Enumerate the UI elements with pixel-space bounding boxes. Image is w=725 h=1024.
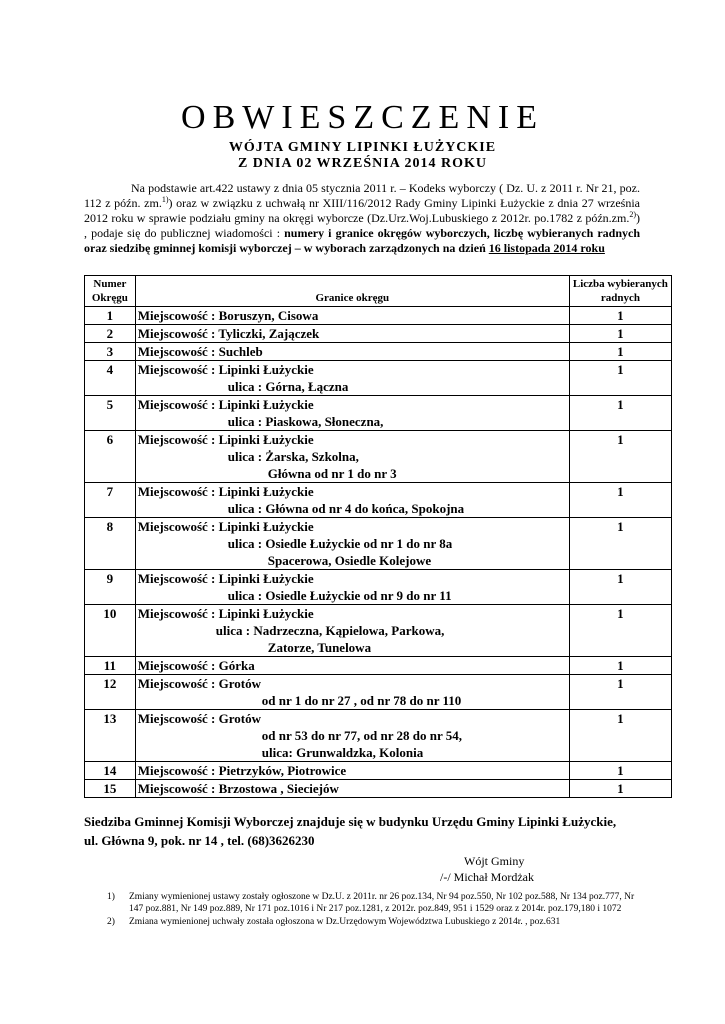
table-row xyxy=(85,361,672,396)
district-borders xyxy=(135,675,569,710)
footnotes xyxy=(107,891,637,929)
district-number: 11 xyxy=(85,657,136,675)
councillors-count: 1 xyxy=(569,605,671,657)
district-locality: Miejscowość : Suchleb xyxy=(137,344,263,359)
table-row xyxy=(85,325,672,343)
footnote-ref-1: 1) xyxy=(161,195,169,204)
footnote-1 xyxy=(107,891,637,915)
councillors-count: 1 xyxy=(569,570,671,605)
councillors-count: 1 xyxy=(569,361,671,396)
district-locality: Miejscowość : Lipinki Łużyckie xyxy=(137,432,314,447)
district-number: 13 xyxy=(85,710,136,762)
column-header-borders: Granice okręgu xyxy=(135,276,569,307)
district-borders xyxy=(135,657,569,675)
district-borders xyxy=(135,762,569,780)
table-row xyxy=(85,483,672,518)
district-streets: ulica : Osiedle Łużyckie od nr 1 do nr 8a xyxy=(227,536,453,551)
district-streets-continued: Zatorze, Tunelowa xyxy=(267,640,372,655)
intro-paragraph xyxy=(84,181,640,256)
election-date: 16 listopada 2014 roku xyxy=(488,241,605,255)
seat-line-1: Siedziba Gminnej Komisji Wyborczej znajduje się w budynku Urzędu Gminy Lipinki Łużyckie, xyxy=(84,814,617,829)
table-row xyxy=(85,570,672,605)
district-number: 12 xyxy=(85,675,136,710)
councillors-count: 1 xyxy=(569,307,671,325)
district-streets: od nr 1 do nr 27 , od nr 78 do nr 110 xyxy=(261,693,462,708)
date-line: Z DNIA 02 WRZEŚNIA 2014 ROKU xyxy=(237,156,488,171)
district-streets-continued: ulica: Grunwaldzka, Kolonia xyxy=(261,745,424,760)
district-number: 2 xyxy=(85,325,136,343)
district-streets: ulica : Górna, Łączna xyxy=(227,379,349,394)
signature-name: /-/ Michał Mordżak xyxy=(440,870,534,884)
councillors-count: 1 xyxy=(569,762,671,780)
table-row xyxy=(85,307,672,325)
district-borders xyxy=(135,780,569,798)
district-number: 14 xyxy=(85,762,136,780)
district-locality: Miejscowość : Pietrzyków, Piotrowice xyxy=(137,763,347,778)
table-row xyxy=(85,518,672,570)
district-number: 9 xyxy=(85,570,136,605)
table-row xyxy=(85,605,672,657)
table-row xyxy=(85,762,672,780)
district-number: 3 xyxy=(85,343,136,361)
district-borders xyxy=(135,570,569,605)
footnote-number: 1) xyxy=(107,892,115,902)
footnote-text: Zmiany wymienionej ustawy zostały ogłoszone w Dz.U. z 2011r. nr 26 poz.134, Nr 94 poz.550, Nr 102 poz.588, Nr 134 poz.777, Nr 147 poz.881, Nr 149 poz.889, Nr 171 poz.1016 i Nr 217 poz.1281, z 2012r. poz.849, 951 i 1529 oraz z 2014r. poz.179,180 i 1072 xyxy=(129,892,635,914)
district-number: 6 xyxy=(85,431,136,483)
councillors-count: 1 xyxy=(569,343,671,361)
district-borders xyxy=(135,483,569,518)
district-borders xyxy=(135,518,569,570)
district-locality: Miejscowość : Lipinki Łużyckie xyxy=(137,571,314,586)
footnote-2 xyxy=(107,916,637,928)
signature-title: Wójt Gminy xyxy=(464,854,525,868)
table-row xyxy=(85,675,672,710)
district-locality: Miejscowość : Lipinki Łużyckie xyxy=(137,397,314,412)
districts-table xyxy=(84,275,672,798)
document-title: OBWIESZCZENIE xyxy=(181,99,544,136)
councillors-count: 1 xyxy=(569,396,671,431)
district-locality: Miejscowość : Grotów xyxy=(137,711,262,726)
district-number: 15 xyxy=(85,780,136,798)
district-locality: Miejscowość : Lipinki Łużyckie xyxy=(137,606,314,621)
table-header-row xyxy=(85,276,672,307)
district-streets-continued: Główna od nr 1 do nr 3 xyxy=(267,466,397,481)
district-locality: Miejscowość : Górka xyxy=(137,658,255,673)
footnote-number: 2) xyxy=(107,917,115,927)
district-number: 8 xyxy=(85,518,136,570)
councillors-count: 1 xyxy=(569,431,671,483)
district-locality: Miejscowość : Lipinki Łużyckie xyxy=(137,484,314,499)
district-streets: ulica : Główna od nr 4 do końca, Spokojna xyxy=(227,501,465,516)
signature-block xyxy=(440,853,640,885)
councillors-count: 1 xyxy=(569,780,671,798)
district-number: 4 xyxy=(85,361,136,396)
district-number: 10 xyxy=(85,605,136,657)
district-streets-continued: Spacerowa, Osiedle Kolejowe xyxy=(267,553,432,568)
district-locality: Miejscowość : Grotów xyxy=(137,676,262,691)
districts-table-body xyxy=(85,307,672,798)
intro-bold-text: numery i granice okręgów wyborczych, liczbę wybieranych radnych oraz siedzibę gminnej komisji wyborczej – w wyborach zarządzonych na dzień xyxy=(84,226,640,255)
table-row xyxy=(85,343,672,361)
column-header-number: Numer Okręgu xyxy=(85,276,136,307)
district-borders xyxy=(135,431,569,483)
district-streets: ulica : Żarska, Szkolna, xyxy=(227,449,359,464)
councillors-count: 1 xyxy=(569,325,671,343)
councillors-count: 1 xyxy=(569,710,671,762)
commission-seat xyxy=(84,812,644,850)
district-borders xyxy=(135,710,569,762)
district-number: 1 xyxy=(85,307,136,325)
table-row xyxy=(85,396,672,431)
table-row xyxy=(85,657,672,675)
district-streets: ulica : Osiedle Łużyckie od nr 9 do nr 11 xyxy=(227,588,452,603)
district-locality: Miejscowość : Boruszyn, Cisowa xyxy=(137,308,319,323)
seat-line-2: ul. Główna 9, pok. nr 14 , tel. (68)3626230 xyxy=(84,833,315,848)
district-locality: Miejscowość : Tyliczki, Zajączek xyxy=(137,326,320,341)
councillors-count: 1 xyxy=(569,657,671,675)
table-row xyxy=(85,710,672,762)
councillors-count: 1 xyxy=(569,518,671,570)
table-row xyxy=(85,780,672,798)
district-number: 7 xyxy=(85,483,136,518)
district-borders xyxy=(135,307,569,325)
district-locality: Miejscowość : Lipinki Łużyckie xyxy=(137,519,314,534)
intro-text-1: Na podstawie art.422 ustawy z dnia 05 stycznia 2011 r. – Kodeks wyborczy ( Dz. U. z 2011 r. Nr 21, poz. 112 z późn. zm. xyxy=(84,181,640,210)
issuer-line: WÓJTA GMINY LIPINKI ŁUŻYCKIE xyxy=(228,140,497,155)
district-borders xyxy=(135,343,569,361)
intro-text-3: ) , podaje się do publicznej wiadomości : xyxy=(84,211,640,240)
district-locality: Miejscowość : Brzostowa , Sieciejów xyxy=(137,781,339,796)
councillors-count: 1 xyxy=(569,483,671,518)
district-borders xyxy=(135,361,569,396)
footnote-ref-2: 2) xyxy=(629,210,636,219)
table-row xyxy=(85,431,672,483)
district-streets: ulica : Piaskowa, Słoneczna, xyxy=(227,414,384,429)
intro-text-2: ) oraz w związku z uchwałą nr XIII/116/2012 Rady Gminy Lipinki Łużyckie z dnia 27 września 2012 roku w sprawie podziału gminy na okręgi wyborcze (Dz.Urz.Woj.Lubuskiego z 2012r. po.1782 z późn.zm. xyxy=(84,196,640,225)
footnote-text: Zmiana wymienionej uchwały została ogłoszona w Dz.Urzędowym Województwa Lubuskiego z 2014r. , poz.631 xyxy=(129,917,561,927)
column-header-count: Liczba wybieranych radnych xyxy=(569,276,671,307)
district-locality: Miejscowość : Lipinki Łużyckie xyxy=(137,362,314,377)
district-borders xyxy=(135,605,569,657)
councillors-count: 1 xyxy=(569,675,671,710)
district-borders xyxy=(135,325,569,343)
district-streets: ulica : Nadrzeczna, Kąpielowa, Parkowa, xyxy=(215,623,445,638)
district-borders xyxy=(135,396,569,431)
district-streets: od nr 53 do nr 77, od nr 28 do nr 54, xyxy=(261,728,463,743)
district-number: 5 xyxy=(85,396,136,431)
